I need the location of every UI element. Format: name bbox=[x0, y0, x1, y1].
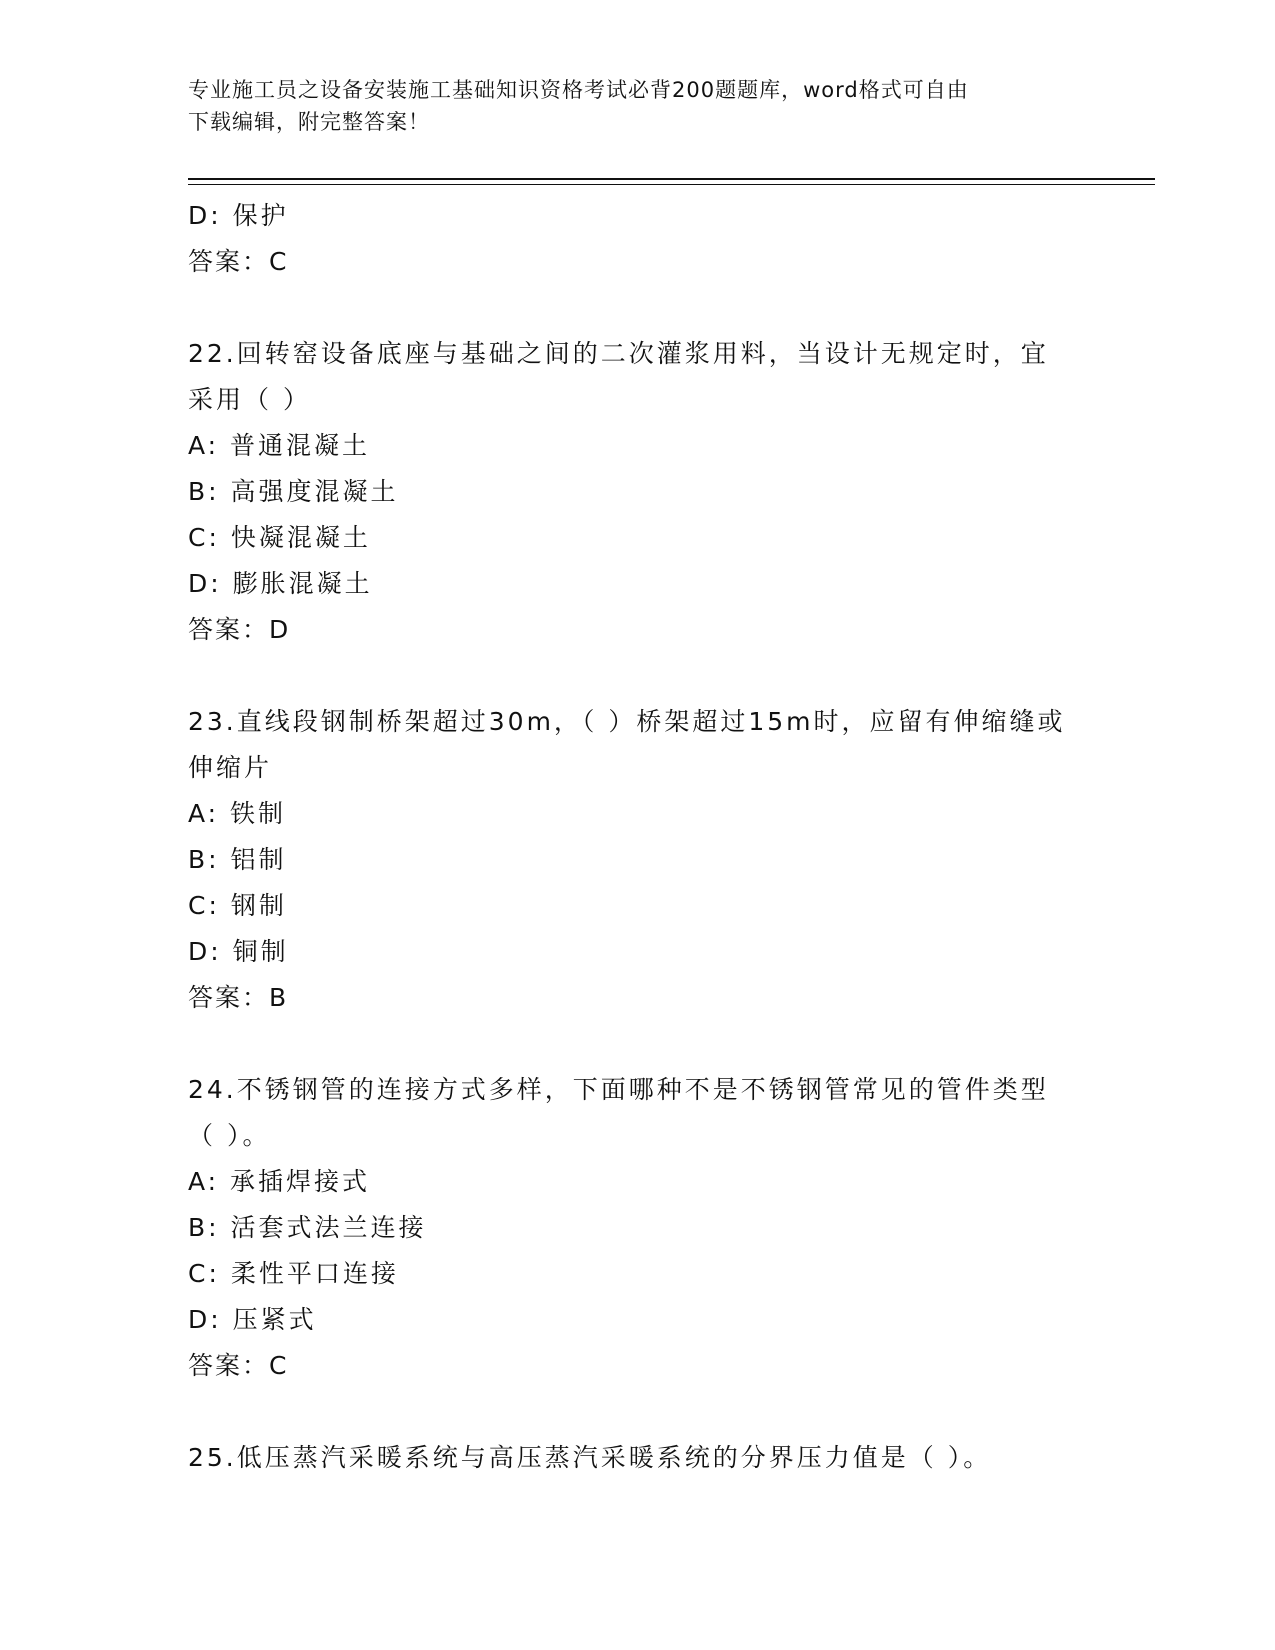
question-24-text-line-2: （ ）。 bbox=[188, 1121, 271, 1150]
page-header bbox=[188, 74, 1088, 138]
prev-option-d: D: 保护 bbox=[188, 201, 289, 230]
question-25-text-line-1: 25.低压蒸汽采暖系统与高压蒸汽采暖系统的分界压力值是（ ）。 bbox=[188, 1443, 992, 1472]
header-divider-thick bbox=[188, 178, 1155, 180]
question-22-option-d: D: 膨胀混凝土 bbox=[188, 569, 373, 598]
question-24-option-a: A: 承插焊接式 bbox=[188, 1167, 371, 1196]
question-22-option-a: A: 普通混凝土 bbox=[188, 431, 371, 460]
question-22 bbox=[188, 331, 1088, 653]
question-22-option-b: B: 高强度混凝土 bbox=[188, 477, 399, 506]
question-25 bbox=[188, 1435, 1088, 1481]
question-24-answer: 答案：C bbox=[188, 1351, 289, 1380]
question-22-option-c: C: 快凝混凝土 bbox=[188, 523, 371, 552]
header-divider-thin bbox=[188, 184, 1155, 185]
header-line-2: 下载编辑，附完整答案！ bbox=[188, 110, 430, 134]
question-23-option-a: A: 铁制 bbox=[188, 799, 287, 828]
document-body bbox=[188, 193, 1088, 1481]
question-23-option-c: C: 钢制 bbox=[188, 891, 287, 920]
question-22-text-line-1: 22.回转窑设备底座与基础之间的二次灌浆用料，当设计无规定时，宜 bbox=[188, 339, 1049, 368]
question-23 bbox=[188, 699, 1088, 1021]
question-24 bbox=[188, 1067, 1088, 1389]
question-23-option-d: D: 铜制 bbox=[188, 937, 289, 966]
question-24-option-d: D: 压紧式 bbox=[188, 1305, 317, 1334]
question-24-option-c: C: 柔性平口连接 bbox=[188, 1259, 399, 1288]
question-23-text-line-2: 伸缩片 bbox=[188, 753, 273, 782]
header-line-1: 专业施工员之设备安装施工基础知识资格考试必背200题题库，word格式可自由 bbox=[188, 78, 969, 102]
question-23-text-line-1: 23.直线段钢制桥架超过30m，（ ）桥架超过15m时，应留有伸缩缝或 bbox=[188, 707, 1066, 736]
question-23-answer: 答案：B bbox=[188, 983, 289, 1012]
question-22-answer: 答案：D bbox=[188, 615, 291, 644]
question-23-option-b: B: 铝制 bbox=[188, 845, 287, 874]
question-22-text-line-2: 采用（ ） bbox=[188, 385, 311, 414]
question-24-text-line-1: 24.不锈钢管的连接方式多样，下面哪种不是不锈钢管常见的管件类型 bbox=[188, 1075, 1049, 1104]
prev-answer: 答案：C bbox=[188, 247, 289, 276]
question-24-option-b: B: 活套式法兰连接 bbox=[188, 1213, 427, 1242]
